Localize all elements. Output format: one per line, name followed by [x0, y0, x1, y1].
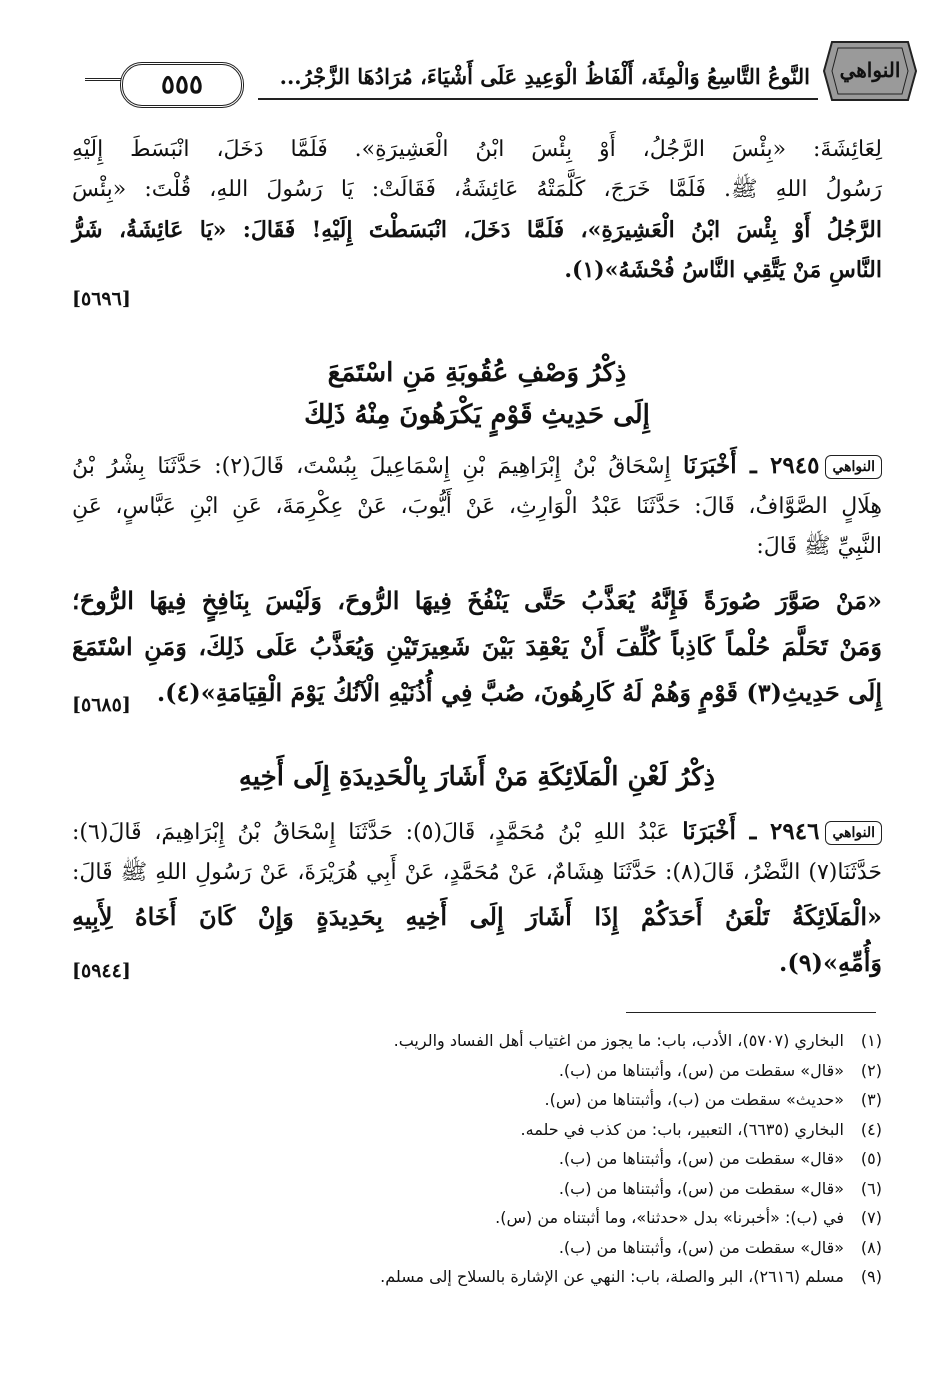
- matn-line: إِلَى حَدِيثِ(٣) قَوْمٍ وَهُمْ لَهُ كَارِهُونَ، صُبَّ فِي أُذُنَيْهِ الْآنُكُ يَوْمَ الْقِيَامَةِ»(٤).: [156, 678, 882, 707]
- footnote-text: «حديث» سقطت من (ب)، وأثبتناها من (س).: [544, 1090, 844, 1109]
- text-line: الرَّجُلُ أَوْ بِئْسَ ابْنُ الْعَشِيرَةِ»، فَلَمَّا دَخَلَ، انْبَسَطْتَ إِلَيْهِ! فَقَالَ: «يَا عَائِشَةُ، شَرُّ: [72, 217, 882, 243]
- footnote-text: البخاري (٦٦٣٥)، التعبير، باب: من كذب في حلمه.: [520, 1119, 844, 1139]
- hadith-2945-matn: [72, 578, 882, 716]
- footnote-number: (٩): [860, 1267, 882, 1286]
- footnote-number: (٧): [860, 1208, 882, 1227]
- matn-line: وَمَنْ تَحَلَّمَ حُلْماً كَاذِباً كُلِّفَ أَنْ يَعْقِدَ بَيْنَ شَعِيرَتَيْنِ وَيُعَذَّبُ عَلَى ذَلِكَ، وَمَنِ اسْتَمَعَ: [72, 632, 882, 661]
- footnote-text: «قال» سقطت من (س)، وأثبتناها من (ب).: [558, 1060, 844, 1080]
- hadith-reference: [٥٦٨٥]: [72, 694, 131, 716]
- section-title: [72, 352, 882, 436]
- footnotes: [72, 1026, 882, 1292]
- footnote: [72, 1144, 882, 1174]
- hadith-number: ٢٩٤٥ ـ أَخْبَرَنَا: [683, 452, 820, 479]
- section-title: ذِكْرُ لَعْنِ الْمَلَائِكَةِ مَنْ أَشَارَ بِالْحَدِيدَةِ إِلَى أَخِيهِ: [238, 762, 716, 792]
- footnote-number: (٦): [860, 1178, 882, 1198]
- isnad-text: عَبْدُ اللهِ بْنُ مُحَمَّدٍ، قَالَ(٥): حَدَّثَنَا إِسْحَاقُ بْنُ إِبْرَاهِيمَ، قَالَ(٦):: [72, 820, 670, 845]
- hadith-2945-isnad: [72, 446, 882, 567]
- isnad-line: هِلَالٍ الصَّوَّافُ، قَالَ: حَدَّثَنَا عَبْدُ الْوَارِثِ، عَنْ أَيُّوبَ، عَنْ عِكْرِمَةَ، عَنِ ابْنِ عَبَّاسٍ، عَنِ: [72, 494, 882, 519]
- section-title-line: إِلَى حَدِيثِ قَوْمٍ يَكْرَهُونَ مِنْهُ ذَلِكَ: [304, 400, 650, 430]
- footnote-text: البخاري (٥٧٠٧)، الأدب، باب: ما يجوز من اغتياب أهل الفساد والريب.: [393, 1031, 844, 1050]
- isnad-line: [72, 446, 882, 487]
- footnote-number: (٢): [860, 1060, 882, 1080]
- isnad-line: حَدَّثَنَا(٧) النَّضْرُ، قَالَ(٨): حَدَّثَنَا هِشَامٌ، عَنْ مُحَمَّدٍ، عَنْ أَبِي هُرَيْرَةَ، عَنْ رَسُولِ اللهِ ﷺ قَالَ:: [72, 860, 882, 885]
- matn-line: «الْمَلَائِكَةُ تَلْعَنُ أَحَدَكُمْ إِذَا أَشَارَ إِلَى أَخِيهِ بِحَدِيدَةٍ وَإِنْ كَانَ أَخَاهُ لِأَبِيهِ: [72, 902, 882, 931]
- footnote: [72, 1085, 882, 1115]
- hadith-2946-matn: [72, 894, 882, 986]
- isnad-line: [72, 812, 882, 853]
- footnote: [72, 1203, 882, 1233]
- hadith-number: ٢٩٤٦ ـ أَخْبَرَنَا: [682, 818, 820, 845]
- footnote: [72, 1174, 882, 1204]
- hadith-reference: [٥٦٩٦]: [72, 288, 131, 310]
- hadith-reference: [٥٩٤٤]: [72, 960, 131, 982]
- footnote-text: «قال» سقطت من (س)، وأثبتناها من (ب).: [558, 1149, 844, 1168]
- matn-line: وَأُمِّهِ»(٩).: [779, 948, 882, 977]
- isnad-text: إِسْحَاقُ بْنُ إِبْرَاهِيمَ بْنِ إِسْمَاعِيلَ بِبُسْتَ، قَالَ(٢): حَدَّثَنَا بِشْرُ بْنُ: [72, 454, 671, 479]
- opening-paragraph: [72, 130, 882, 290]
- section-title-line: ذِكْرُ وَصْفِ عُقُوبَةِ مَنِ اسْتَمَعَ: [327, 358, 627, 388]
- isnad-line: النَّبِيِّ ﷺ قَالَ:: [756, 534, 882, 559]
- footnote: [72, 1026, 882, 1056]
- matn-line: «مَنْ صَوَّرَ صُورَةً فَإِنَّهُ يُعَذَّبُ حَتَّى يَنْفُخَ فِيهَا الرُّوحَ، وَلَيْسَ بِنَافِخٍ فِيهَا الرُّوحَ؛: [72, 586, 882, 615]
- footnote-number: (٥): [860, 1149, 882, 1168]
- footnote-number: (٨): [860, 1237, 882, 1257]
- footnote-text: «قال» سقطت من (س)، وأثبتناها من (ب).: [558, 1178, 844, 1198]
- page-header: [40, 30, 920, 110]
- footnote-text: «قال» سقطت من (س)، وأثبتناها من (ب).: [558, 1237, 844, 1257]
- footnote-number: (٤): [860, 1119, 882, 1139]
- footnote-number: (١): [860, 1031, 882, 1050]
- page-number: ٥٥٥: [120, 62, 244, 108]
- footnote-number: (٣): [860, 1090, 882, 1109]
- hadith-2946-isnad: [72, 812, 882, 893]
- footnote-text: مسلم (٢٦١٦)، البر والصلة، باب: النهي عن الإشارة بالسلاح إلى مسلم.: [380, 1267, 844, 1286]
- running-head: النَّوعُ التَّاسِعُ وَالْمِئَة، أَلْفَاظُ الْوَعِيدِ عَلَى أَشْيَاءَ، مُرَادُهَا الزَّجْرُ...: [279, 64, 810, 89]
- text-line: رَسُولُ اللهِ ﷺ. فَلَمَّا خَرَجَ، كَلَّمَتْهُ عَائِشَةُ، فَقَالَتْ: يَا رَسُولَ اللهِ، قُلْتَ: «بِئْسَ: [72, 177, 882, 202]
- footnote: [72, 1262, 882, 1292]
- section-badge: النواهي: [825, 455, 882, 479]
- footnote: [72, 1233, 882, 1263]
- book-badge-label: النواهي: [839, 58, 901, 82]
- header-rule-right: [258, 98, 818, 100]
- text-line: النَّاسِ مَنْ يَتَّقِي النَّاسُ فُحْشَهُ»(١).: [564, 257, 882, 283]
- book-badge: [820, 36, 920, 106]
- section-badge: النواهي: [825, 821, 882, 845]
- footnote: [72, 1056, 882, 1086]
- text-line: لِعَائِشَةَ: «بِئْسَ الرَّجُلُ، أَوْ بِئْسَ ابْنُ الْعَشِيرَةِ». فَلَمَّا دَخَلَ، انْبَسَطَ إِلَيْهِ: [72, 137, 882, 162]
- footnote: [72, 1115, 882, 1145]
- footnote-divider: [626, 1012, 876, 1013]
- footnote-text: في (ب): «أخبرنا» بدل «حدثنا»، وما أثبتناه من (س).: [495, 1208, 844, 1227]
